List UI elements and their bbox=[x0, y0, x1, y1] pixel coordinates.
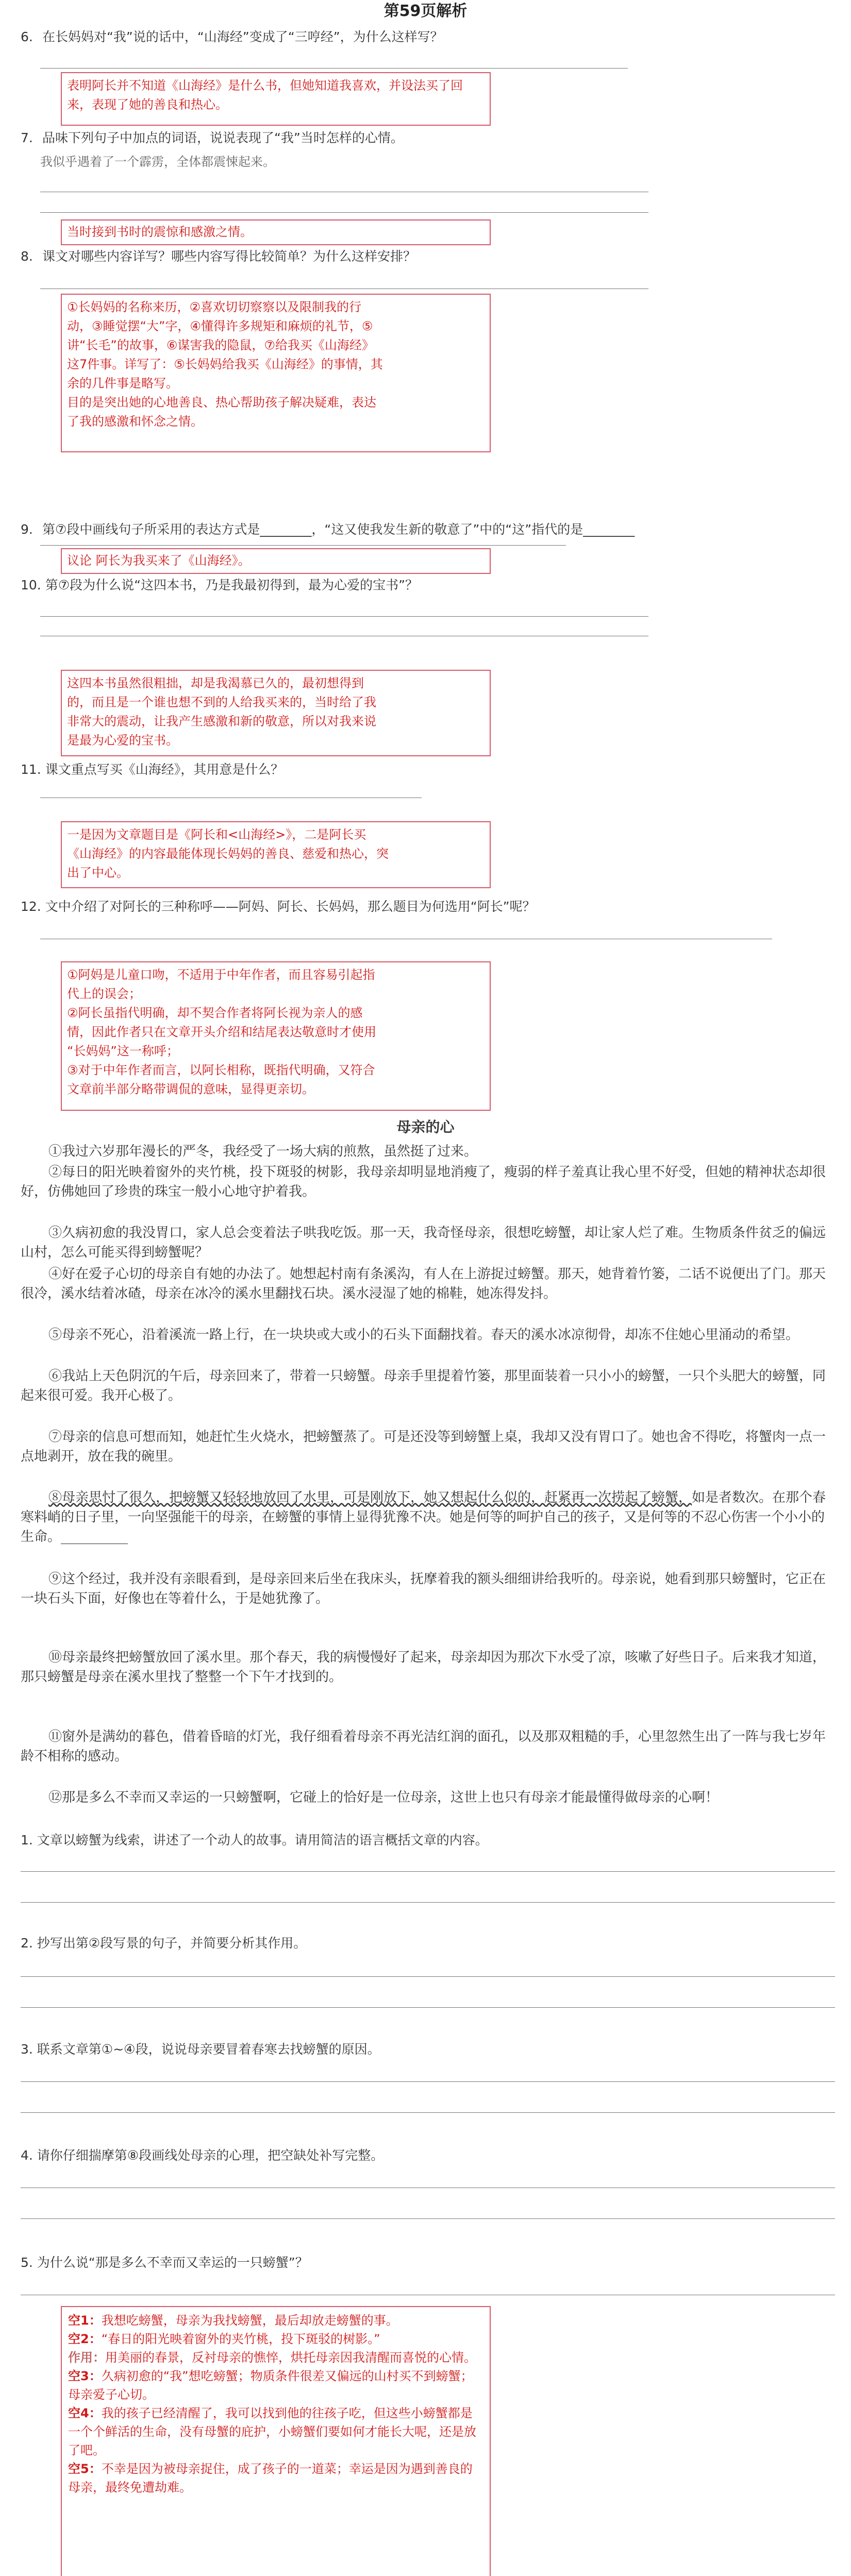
answer-line-text: 出了中心。 bbox=[67, 866, 129, 880]
paragraph-8-rest: 如是者数次。在那个春寒料峭的日子里，一向坚强能干的母亲，在螃蟹的事情上显得犹豫不决。她是何等的呵护自己的孩子，又是何等的不忍心伤害一个小小的生命。 bbox=[21, 1490, 826, 1545]
answer-line-text: 这7件事。详写了：⑤长妈妈给我买《山海经》的事情，其 bbox=[67, 357, 383, 371]
answer-tag: 空5： bbox=[68, 2462, 102, 2476]
question-number: 7. bbox=[21, 130, 33, 145]
answer-line bbox=[21, 2007, 835, 2008]
question-12 bbox=[21, 896, 835, 917]
paragraph-8: ⑧母亲思忖了很久，把螃蟹又轻轻地放回了水里，可是刚放下，她又想起什么似的，赶紧再一次捞起了螃蟹，如是者数次。在那个春寒料峭的日子里，一向坚强能干的母亲，在螃蟹的事情上显得犹豫不决。她是何等的呵护自己的孩子，又是何等的不忍心伤害一个小小的生命。__________ bbox=[21, 1490, 826, 1545]
answer-item bbox=[68, 2367, 483, 2404]
answer-line-text: ③对于中年作者而言，以阿长相称，既指代明确，又符合 bbox=[67, 1063, 375, 1077]
answer-line-text: 讲“长毛”的故事，⑥谋害我的隐鼠，⑦给我买《山海经》 bbox=[67, 338, 374, 352]
quote-text: 我似乎遇着了一个霹雳，全体都震悚起来。 bbox=[40, 155, 275, 169]
answer-text: 用美丽的春景，反衬母亲的憔悴，烘托母亲因我清醒而喜悦的心情。 bbox=[105, 2350, 476, 2365]
paragraph-6: ⑥我站上天色阴沉的午后，母亲回来了，带着一只螃蟹。母亲手里提着竹篓，那里面装着一只小小的螃蟹，一只个头肥大的螃蟹，同起来很可爱。我开心极了。 bbox=[21, 1368, 826, 1403]
answer-line bbox=[40, 68, 628, 69]
question-10 bbox=[21, 575, 835, 596]
paragraph-1: ①我过六岁那年漫长的严冬，我经受了一场大病的煎熬，虽然挺了过来。 bbox=[48, 1144, 478, 1159]
answer-box bbox=[61, 294, 491, 452]
answer-line bbox=[40, 545, 566, 546]
answer-line bbox=[21, 1976, 835, 1977]
passage-title: 母亲的心 bbox=[396, 1118, 455, 1136]
answer-line-text: 的，而且是一个谁也想不到的人给我买来的，当时给了我 bbox=[67, 695, 376, 709]
answer-text: 表明阿长并不知道《山海经》是什么书，但她知道我喜欢，并设法买了回来，表现了她的善良和热心。 bbox=[67, 78, 463, 112]
paragraph-12: ⑫那是多么不幸而又幸运的一只螃蟹啊，它碰上的恰好是一位母亲，这世上也只有母亲才能最懂得做母亲的心啊！ bbox=[48, 1790, 719, 1805]
answer-line-text: 是最为心爱的宝书。 bbox=[67, 733, 178, 748]
answer-line-text: “长妈妈”这一称呼； bbox=[67, 1044, 179, 1058]
paragraph-2: ②每日的阳光映着窗外的夹竹桃，投下斑驳的树影，我母亲却明显地消瘦了，瘦弱的样子羞真让我心里不好受，但她的精神状态却很好，仿佛她回了珍贵的珠宝一般小心地守护着我。 bbox=[21, 1164, 826, 1199]
question-9: 9. 第⑦段中画线句子所采用的表达方式是________，“这又使我发生新的敬意了”中的“这”指代的是________ bbox=[21, 519, 835, 540]
answer-box bbox=[61, 219, 491, 245]
paragraph-4: ④好在爱子心切的母亲自有她的办法了。她想起村南有条溪沟，有人在上游捉过螃蟹。那天，她背着竹篓，二话不说便出了门。那天很冷，溪水结着冰碴，母亲在冰冷的溪水里翻找石块。溪水浸湿了她的棉鞋，她冻得发抖。 bbox=[21, 1266, 826, 1301]
answer-line-text: ②阿长虽指代明确，却不契合作者将阿长视为亲人的感 bbox=[67, 1006, 363, 1020]
answer-tag: 空3： bbox=[68, 2369, 102, 2383]
answer-tag: 作用： bbox=[68, 2350, 105, 2365]
answer-tag: 空4： bbox=[68, 2406, 102, 2420]
sub-question-4: 4. 请你仔细揣摩第⑧段画线处母亲的心理，把空缺处补写完整。 bbox=[21, 2148, 384, 2163]
question-text-b: “这又使我发生新的敬意了”中的“这”指代的是 bbox=[324, 522, 583, 537]
question-number: 6. bbox=[21, 29, 33, 44]
question-text: 文中介绍了对阿长的三种称呼——阿妈、阿长、长妈妈，那么题目为何选用“阿长”呢？ bbox=[45, 899, 536, 914]
answer-text: 当时接到书时的震惊和感激之情。 bbox=[67, 225, 253, 239]
answer-line-text: 文章前半部分略带调侃的意味，显得更亲切。 bbox=[67, 1082, 314, 1096]
answer-line-text: 这四本书虽然很粗拙，却是我渴慕已久的，最初想得到 bbox=[67, 676, 364, 690]
answer-line-text: 非常大的震动，让我产生感激和新的敬意，所以对我来说 bbox=[67, 714, 376, 728]
answer-tag: 空1： bbox=[68, 2313, 102, 2328]
question-8 bbox=[21, 246, 835, 267]
answer-line-text: 情，因此作者只在文章开头介绍和结尾表达敬意时才使用 bbox=[67, 1025, 376, 1039]
answer-text: 不幸是因为被母亲捉住，成了孩子的一道菜；幸运是因为遇到善良的母亲，最终免遭劫难。 bbox=[68, 2462, 473, 2495]
answer-line-text: 代上的误会； bbox=[67, 987, 141, 1001]
question-6 bbox=[21, 27, 835, 47]
paragraph-10: ⑩母亲最终把螃蟹放回了溪水里。那个春天，我的病慢慢好了起来，母亲却因为那次下水受了凉，咳嗽了好些日子。后来我才知道，那只螃蟹是母亲在溪水里找了整整一个下午才找到的。 bbox=[21, 1650, 826, 1685]
answer-item bbox=[68, 2348, 483, 2367]
answer-text: 议论 阿长为我买来了《山海经》。 bbox=[67, 553, 251, 568]
answer-line bbox=[40, 616, 648, 617]
answer-line-text: 《山海经》的内容最能体现长妈妈的善良、慈爱和热心，突 bbox=[67, 846, 389, 861]
sub-question-3: 3. 联系文章第①~④段，说说母亲要冒着春寒去找螃蟹的原因。 bbox=[21, 2042, 380, 2057]
paragraph-3: ③久病初愈的我没胃口，家人总会变着法子哄我吃饭。那一天，我奇怪母亲，很想吃螃蟹，却让家人烂了难。生物质条件贫乏的偏远山村，怎么可能买得到螃蟹呢？ bbox=[21, 1225, 826, 1260]
paragraph-9: ⑨这个经过，我并没有亲眼看到，是母亲回来后坐在我床头，抚摩着我的额头细细讲给我听的。母亲说，她看到那只螃蟹时，它正在一块石头下面，好像也在等着什么，于是她犹豫了。 bbox=[21, 1571, 826, 1606]
answer-item bbox=[68, 2460, 483, 2497]
paragraph-7: ⑦母亲的信息可想而知，她赶忙生火烧水，把螃蟹蒸了。可是还没等到螃蟹上桌，我却又没有胃口了。她也舍不得吃，将蟹肉一点一点地剥开，放在我的碗里。 bbox=[21, 1429, 826, 1464]
question-text: 课文重点写买《山海经》，其用意是什么？ bbox=[45, 762, 284, 777]
question-text: 在长妈妈对“我”说的话中，“山海经”变成了“三哼经”，为什么这样写？ bbox=[42, 29, 443, 44]
answer-line-text: 目的是突出她的心地善良、热心帮助孩子解决疑难，表达 bbox=[67, 395, 376, 410]
question-7 bbox=[21, 128, 835, 148]
paragraph-5: ⑤母亲不死心，沿着溪流一路上行，在一块块或大或小的石头下面翻找着。春天的溪水冰凉彻骨，却冻不住她心里涌动的希望。 bbox=[48, 1327, 799, 1343]
answer-text: 我的孩子已经清醒了，我可以找到他的往孩子吃，但这些小螃蟹都是一个个鲜活的生命，没有母蟹的庇护，小螃蟹们要如何才能长大呢，还是放了吧。 bbox=[68, 2406, 476, 2458]
question-number: 8. bbox=[21, 249, 33, 264]
answer-item bbox=[68, 2311, 483, 2330]
page-title: 第59页解析 bbox=[383, 2, 468, 20]
question-number: 12. bbox=[21, 899, 41, 914]
question-number: 9. bbox=[21, 522, 33, 537]
answer-text: 我想吃螃蟹，母亲为我找螃蟹，最后却放走螃蟹的事。 bbox=[101, 2313, 398, 2328]
answer-box bbox=[61, 961, 491, 1111]
answer-box bbox=[61, 821, 491, 888]
sub-question-5: 5. 为什么说“那是多么不幸而又幸运的一只螃蟹”？ bbox=[21, 2255, 308, 2270]
answer-line bbox=[40, 212, 648, 213]
sub-question-2: 2. 抄写出第②段写景的句子，并简要分析其作用。 bbox=[21, 1936, 307, 1951]
answer-line-text: ①阿妈是儿童口吻，不适用于中年作者，而且容易引起指 bbox=[67, 968, 375, 982]
answer-item bbox=[68, 2330, 483, 2348]
question-text-a: 第⑦段中画线句子所采用的表达方式是 bbox=[42, 522, 260, 537]
question-text: 第⑦段为什么说“这四本书，乃是我最初得到，最为心爱的宝书”？ bbox=[45, 578, 419, 592]
answer-line bbox=[21, 2081, 835, 2082]
answer-text: “春日的阳光映着窗外的夹竹桃，投下斑驳的树影。” bbox=[101, 2332, 380, 2346]
question-text: 课文对哪些内容详写？哪些内容写得比较简单？为什么这样安排？ bbox=[42, 249, 416, 264]
question-text: 品味下列句子中加点的词语，说说表现了“我”当时怎样的心情。 bbox=[42, 130, 404, 145]
paragraph-11: ⑪窗外是满幼的暮色，借着昏暗的灯光，我仔细看着母亲不再光洁红润的面孔，以及那双粗糙的手，心里忽然生出了一阵与我七岁年龄不相称的感动。 bbox=[21, 1729, 826, 1764]
answer-line bbox=[21, 2112, 835, 2113]
answer-line-text: 余的几件事是略写。 bbox=[67, 376, 178, 391]
answer-box bbox=[61, 72, 491, 126]
answer-item bbox=[68, 2404, 483, 2460]
answer-tag: 空2： bbox=[68, 2332, 102, 2346]
answer-text: 久病初愈的“我”想吃螃蟹；物质条件很差又偏远的山村买不到螃蟹；母亲爱子心切。 bbox=[68, 2369, 473, 2402]
answer-line-text: ①长妈妈的名称来历，②喜欢切切察察以及限制我的行 bbox=[67, 300, 362, 314]
answer-line bbox=[21, 1871, 835, 1872]
answer-line-text: 了我的感激和怀念之情。 bbox=[67, 414, 203, 429]
final-answer-box bbox=[61, 2306, 491, 2576]
question-11 bbox=[21, 759, 835, 780]
question-number: 11. bbox=[21, 762, 41, 777]
question-number: 10. bbox=[21, 578, 41, 592]
answer-line bbox=[21, 1902, 835, 1903]
sub-question-1: 1. 文章以螃蟹为线索，讲述了一个动人的故事。请用简洁的语言概括文章的内容。 bbox=[21, 1833, 488, 1848]
answer-box bbox=[61, 548, 491, 574]
answer-line-text: 动，③睡觉摆“大”字，④懂得许多规矩和麻烦的礼节，⑤ bbox=[67, 319, 373, 333]
answer-line-text: 一是因为文章题目是《阿长和<山海经>》，二是阿长买 bbox=[67, 827, 366, 842]
answer-line bbox=[21, 2218, 835, 2219]
answer-box bbox=[61, 670, 491, 756]
underlined-sentence: ⑧母亲思忖了很久，把螃蟹又轻轻地放回了水里，可是刚放下，她又想起什么似的，赶紧再一次捞起了螃蟹， bbox=[48, 1490, 692, 1505]
